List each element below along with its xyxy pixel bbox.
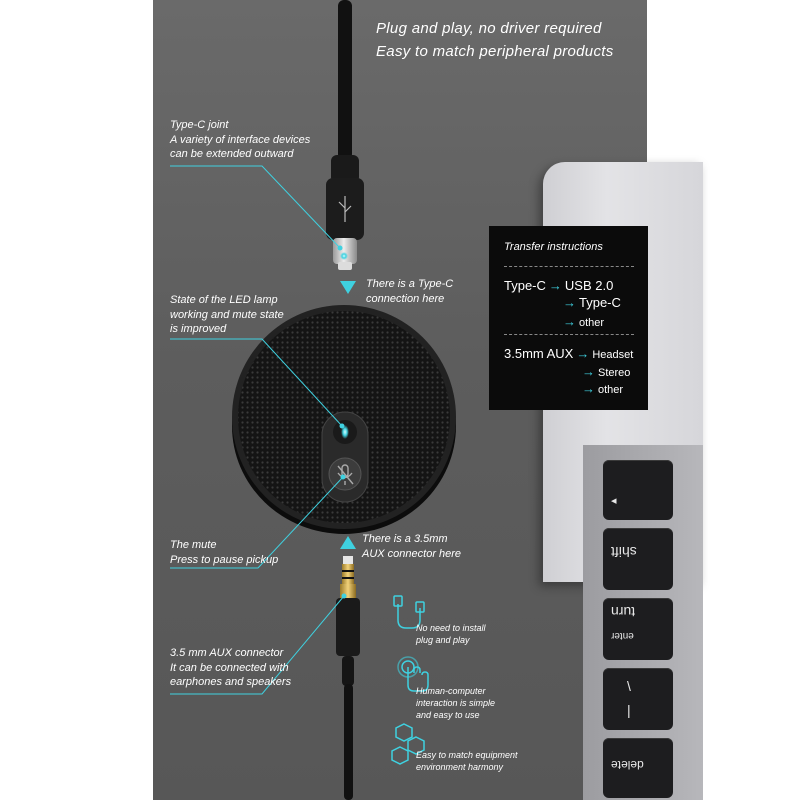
feature-compatibility: Easy to match equipment environment harmony xyxy=(416,750,518,772)
headline-line-2: Easy to match peripheral products xyxy=(376,43,614,60)
aux-row-3: → other xyxy=(582,381,624,396)
down-triangle-icon xyxy=(340,281,356,294)
feature-plug-and-play: No need to install plug and play xyxy=(416,623,486,645)
speakerphone-device xyxy=(232,305,456,534)
type-c-here-callout: There is a Type-C connection here xyxy=(366,278,454,305)
transfer-instructions-box xyxy=(489,226,648,410)
transfer-title: Transfer instructions xyxy=(504,241,603,253)
up-triangle-icon xyxy=(340,536,356,549)
keyboard-key: turn enter xyxy=(603,598,673,660)
keyboard-key: \ | xyxy=(603,668,673,730)
aux-here-callout: There is a 3.5mm AUX connector here xyxy=(362,533,462,560)
aux-row: 3.5mm AUX → Headset xyxy=(504,346,634,361)
keyboard-key: delete xyxy=(603,738,673,798)
usb-c-cable xyxy=(326,0,364,270)
keyboard-key: shift xyxy=(603,528,673,590)
aux-callout: 3.5 mm AUX connector It can be connected with earphones and speakers xyxy=(170,647,292,688)
type-c-callout: Type-C joint A variety of interface devices can be extended outward xyxy=(170,119,311,160)
typec-row: Type-C → USB 2.0 xyxy=(504,278,614,293)
aux-row-2: → Stereo xyxy=(582,364,631,379)
keyboard-key: ◂ xyxy=(603,460,673,520)
led-callout: State of the LED lamp working and mute state is improved xyxy=(170,294,284,335)
typec-row-2: → Type-C xyxy=(563,295,621,310)
mute-callout: The mute Press to pause pickup xyxy=(170,539,279,566)
aux-cable xyxy=(336,556,360,800)
typec-row-3: → other xyxy=(563,314,605,329)
feature-interaction: Human-computer interaction is simple and easy to use xyxy=(416,686,496,720)
headline-line-1: Plug and play, no driver required xyxy=(376,20,602,37)
